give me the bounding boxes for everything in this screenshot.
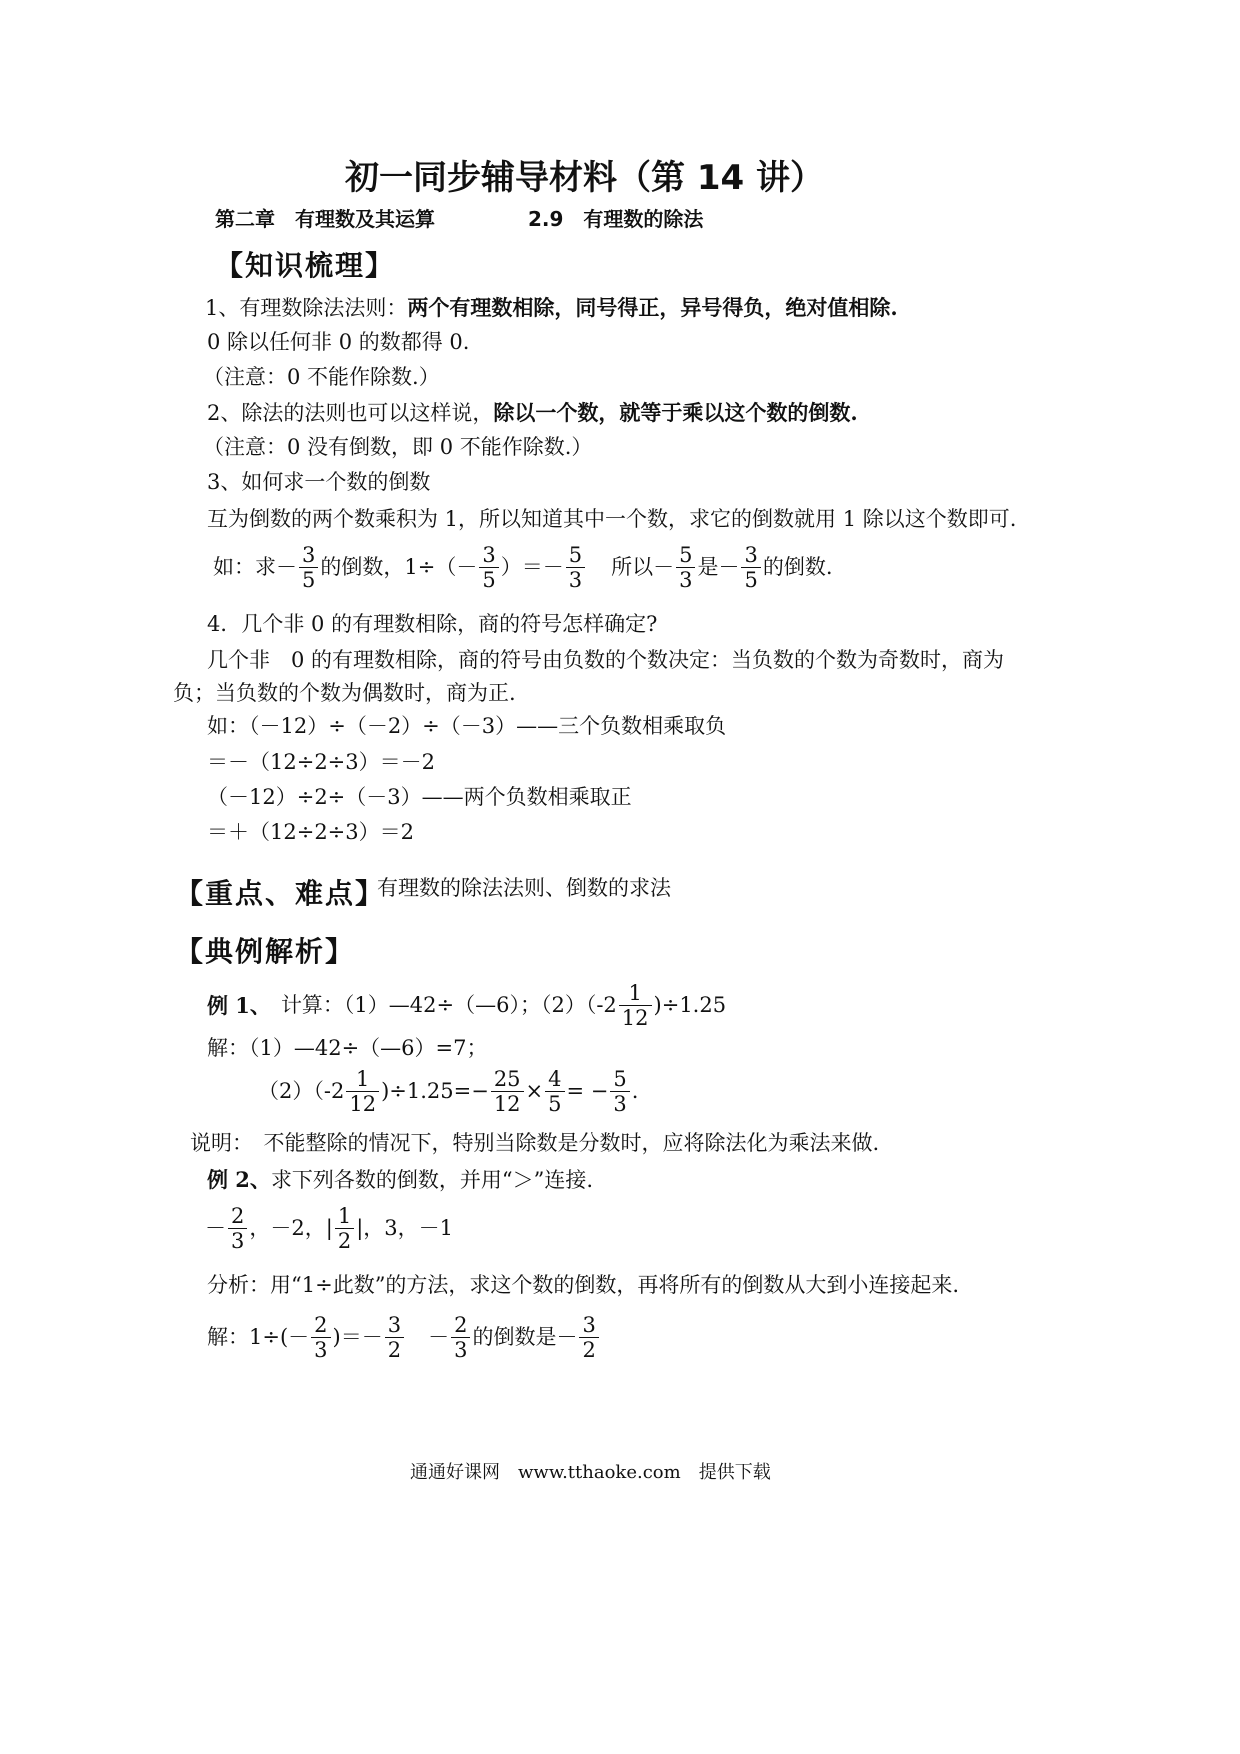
footer: 通通好课网 www.tthaoke.com 提供下载 [410, 1462, 771, 1483]
example-text-3: ）＝－ [500, 555, 564, 580]
section-title: 2.9 有理数的除法 [528, 207, 704, 231]
rule-2 [207, 402, 858, 424]
fraction [311, 1313, 330, 1362]
analysis: 分析：用“1÷此数”的方法，求这个数的倒数，再将所有的倒数从大到小连接起来. [207, 1273, 960, 1297]
fraction-denominator: 12 [493, 1092, 521, 1117]
fraction-denominator: 5 [302, 568, 316, 593]
fraction [610, 1067, 629, 1116]
reciprocal-example [213, 543, 833, 592]
fraction-numerator: 5 [610, 1067, 629, 1092]
solution-2-period: . [631, 1079, 639, 1104]
fraction-numerator: 1 [335, 1204, 354, 1229]
solution-1: 解：（1）—42÷（—6）=7； [207, 1036, 488, 1060]
fraction-numerator: 1 [346, 1067, 379, 1092]
rule-3-text: 互为倒数的两个数乘积为 1，所以知道其中一个数，求它的倒数就用 1 除以这个数即可. [207, 507, 1017, 531]
fraction-denominator: 3 [231, 1229, 245, 1254]
solution-text-d: 的倒数是－ [472, 1325, 578, 1350]
fraction [385, 1313, 404, 1362]
fraction [676, 543, 695, 592]
fraction-denominator: 12 [621, 1006, 649, 1031]
rule-3: 3、如何求一个数的倒数 [207, 470, 431, 494]
chapter-title: 第二章 有理数及其运算 [215, 207, 435, 231]
fraction-numerator: 4 [545, 1067, 564, 1092]
solution-text-c: － [428, 1325, 450, 1350]
solution-2-text-d: = − [566, 1079, 609, 1104]
sign-example-a: 如：（－12）÷（－2）÷（－3）——三个负数相乘取负 [207, 714, 727, 738]
examples-heading: 【典例解析】 [175, 935, 356, 968]
number-list-text-c: |，3，－1 [356, 1216, 453, 1241]
example-text-2: 的倒数，1÷（－ [320, 555, 478, 580]
keypoints-text: 有理数的除法法则、倒数的求法 [377, 876, 671, 900]
rule-1-bold: 两个有理数相除，同号得正，异号得负，绝对值相除. [407, 295, 898, 320]
fraction-denominator: 3 [679, 568, 693, 593]
fraction-denominator: 12 [349, 1092, 377, 1117]
fraction-numerator: 2 [228, 1204, 247, 1229]
fraction-numerator: 2 [451, 1313, 470, 1338]
zero-rule: 0 除以任何非 0 的数都得 0. [207, 330, 470, 354]
fraction [566, 543, 585, 592]
solution-example-2 [207, 1313, 601, 1362]
fraction-numerator: 3 [741, 543, 760, 568]
sign-example-b: ＝－（12÷2÷3）＝－2 [207, 750, 435, 774]
sign-example-c: （－12）÷2÷（－3）——两个负数相乘取正 [207, 785, 632, 809]
example-1-label: 例 1、 [207, 993, 271, 1019]
sign-example-d: ＝＋（12÷2÷3）＝2 [207, 820, 414, 844]
fraction-numerator: 25 [491, 1067, 524, 1092]
fraction-numerator: 1 [619, 981, 652, 1006]
number-list [205, 1204, 453, 1253]
fraction-numerator: 3 [299, 543, 318, 568]
example-2-label: 例 2、 [207, 1167, 271, 1192]
keypoints-heading: 【重点、难点】 [175, 877, 386, 910]
example-2-text: 求下列各数的倒数，并用“＞”连接. [270, 1168, 594, 1192]
fraction [228, 1204, 247, 1253]
rule-2-prefix: 2、除法的法则也可以这样说， [207, 401, 494, 425]
fraction [545, 1067, 564, 1116]
fraction [491, 1067, 524, 1116]
solution-2-text-b: )÷1.25=− [381, 1079, 489, 1104]
fraction-denominator: 3 [568, 568, 583, 593]
fraction [451, 1313, 470, 1362]
rule-4: 4．几个非 0 的有理数相除，商的符号怎样确定? [207, 612, 658, 636]
fraction-denominator: 3 [454, 1338, 468, 1363]
fraction-denominator: 5 [482, 568, 496, 593]
solution-2 [258, 1067, 638, 1116]
fraction-denominator: 2 [387, 1338, 402, 1363]
fraction [346, 1067, 379, 1116]
fraction [741, 543, 760, 592]
example-text-5: 是－ [697, 555, 740, 580]
example-1 [207, 981, 726, 1030]
fraction [479, 543, 498, 592]
fraction [579, 1313, 598, 1362]
knowledge-heading: 【知识梳理】 [215, 249, 396, 282]
solution-text-a: 解：1÷(－ [207, 1325, 310, 1350]
rule-2-bold: 除以一个数，就等于乘以这个数的倒数. [493, 400, 858, 425]
fraction-denominator: 5 [744, 568, 758, 593]
fraction-denominator: 2 [582, 1338, 596, 1363]
fraction-denominator: 3 [314, 1338, 328, 1363]
fraction-numerator: 3 [479, 543, 498, 568]
fraction-numerator: 3 [579, 1313, 598, 1338]
fraction [619, 981, 652, 1030]
example-text-1: 如：求－ [213, 555, 297, 580]
example-2 [207, 1169, 593, 1191]
fraction-numerator: 2 [311, 1313, 330, 1338]
solution-2-text-a: （2）（-2 [258, 1079, 345, 1104]
rule-1 [205, 297, 898, 319]
fraction-denominator: 2 [337, 1229, 352, 1254]
fraction-numerator: 5 [676, 543, 695, 568]
example-1-text: 计算：（1）—42÷（—6）；（2）（-2 [280, 993, 617, 1018]
note-1: （注意：0 不能作除数.） [203, 365, 440, 389]
rule-4-line-2: 负；当负数的个数为偶数时，商为正. [173, 681, 516, 705]
note-explanation: 说明： 不能整除的情况下，特别当除数是分数时，应将除法化为乘法来做. [190, 1131, 880, 1155]
number-list-text-b: ，－2，| [249, 1216, 333, 1241]
page-title: 初一同步辅导材料（第 14 讲） [345, 158, 824, 198]
example-text-6: 的倒数. [762, 555, 833, 580]
example-1-tail: )÷1.25 [653, 993, 727, 1018]
rule-4-line-1: 几个非 0 的有理数相除，商的符号由负数的个数决定：当负数的个数为奇数时，商为 [207, 648, 1005, 672]
note-2: （注意：0 没有倒数，即 0 不能作除数.） [203, 435, 593, 459]
number-list-text-a: － [205, 1216, 226, 1241]
fraction [335, 1204, 354, 1253]
solution-2-times: × [525, 1079, 544, 1104]
solution-text-b: )＝－ [332, 1325, 383, 1350]
fraction-numerator: 5 [566, 543, 585, 568]
fraction-denominator: 5 [548, 1092, 562, 1117]
example-text-4: 所以－ [611, 555, 675, 580]
fraction-denominator: 3 [613, 1092, 627, 1117]
fraction [299, 543, 318, 592]
fraction-numerator: 3 [385, 1313, 404, 1338]
rule-1-prefix: 1、有理数除法法则： [205, 296, 408, 320]
